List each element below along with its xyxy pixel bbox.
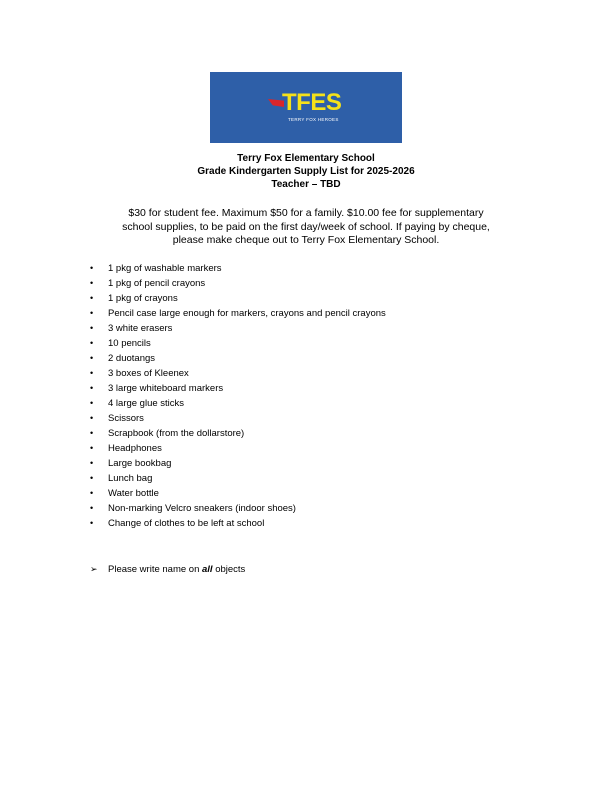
bullet-icon: • — [90, 278, 94, 288]
list-item — [90, 426, 386, 441]
bullet-icon: • — [90, 458, 94, 468]
note-text-end: objects — [212, 564, 246, 575]
list-item-text: Pencil case large enough for markers, crayons and pencil crayons — [108, 308, 386, 319]
list-item-text: Large bookbag — [108, 458, 172, 469]
arrow-bullet-icon: ➢ — [90, 564, 98, 574]
list-item — [90, 396, 386, 411]
list-item-text: Headphones — [108, 443, 162, 454]
list-item-text: 3 large whiteboard markers — [108, 383, 224, 394]
list-item — [90, 471, 386, 486]
list-item-text: 2 duotangs — [108, 353, 156, 364]
bullet-icon: • — [90, 308, 94, 318]
list-item — [90, 276, 386, 291]
list-item-text: Lunch bag — [108, 473, 153, 484]
list-item — [90, 381, 386, 396]
bullet-icon: • — [90, 488, 94, 498]
list-item-text: Water bottle — [108, 488, 159, 499]
list-item — [90, 351, 386, 366]
list-item-text: 1 pkg of washable markers — [108, 263, 222, 274]
list-item — [90, 486, 386, 501]
list-item-text: 1 pkg of crayons — [108, 293, 178, 304]
supply-list — [90, 261, 386, 531]
fee-paragraph: $30 for student fee. Maximum $50 for a family. $10.00 fee for supplementary school supplies, to be paid on the first day/week of school. If paying by cheque, please make cheque out to Terry Fox Elementary School. — [122, 207, 490, 246]
list-item-text: 4 large glue sticks — [108, 398, 185, 409]
school-name: Terry Fox Elementary School — [237, 153, 375, 164]
bullet-icon: • — [90, 473, 94, 483]
bullet-icon: • — [90, 263, 94, 273]
bullet-icon: • — [90, 293, 94, 303]
note-text-start: Please write name on — [108, 564, 202, 575]
list-item — [90, 261, 386, 276]
list-item — [90, 306, 386, 321]
bullet-icon: • — [90, 323, 94, 333]
list-item-text: 3 white erasers — [108, 323, 173, 334]
bullet-icon: • — [90, 338, 94, 348]
bullet-icon: • — [90, 518, 94, 528]
list-item — [90, 441, 386, 456]
list-item — [90, 411, 386, 426]
list-item-text: Scrapbook (from the dollarstore) — [108, 428, 245, 439]
logo-text: TFES — [282, 89, 342, 116]
teacher-line: Teacher – TBD — [271, 179, 341, 190]
bullet-icon: • — [90, 398, 94, 408]
note-emphasis: all — [202, 564, 213, 575]
list-item-text: 3 boxes of Kleenex — [108, 368, 189, 379]
list-item-text: 10 pencils — [108, 338, 151, 349]
name-reminder-note — [90, 562, 245, 577]
list-item — [90, 366, 386, 381]
list-item — [90, 456, 386, 471]
list-item-text: Change of clothes to be left at school — [108, 518, 265, 529]
bullet-icon: • — [90, 428, 94, 438]
logo-subtext: TERRY FOX HEROES — [288, 117, 339, 122]
list-item-text: Scissors — [108, 413, 144, 424]
bullet-icon: • — [90, 503, 94, 513]
list-item — [90, 501, 386, 516]
list-item-text: 1 pkg of pencil crayons — [108, 278, 206, 289]
school-logo — [210, 72, 402, 143]
bullet-icon: • — [90, 443, 94, 453]
bullet-icon: • — [90, 353, 94, 363]
list-item — [90, 321, 386, 336]
bullet-icon: • — [90, 368, 94, 378]
bullet-icon: • — [90, 383, 94, 393]
supply-list-title: Grade Kindergarten Supply List for 2025-2026 — [197, 166, 415, 177]
list-item-text: Non-marking Velcro sneakers (indoor shoes) — [108, 503, 296, 514]
document-heading — [0, 152, 612, 191]
list-item — [90, 516, 386, 531]
bullet-icon: • — [90, 413, 94, 423]
list-item — [90, 336, 386, 351]
list-item — [90, 291, 386, 306]
